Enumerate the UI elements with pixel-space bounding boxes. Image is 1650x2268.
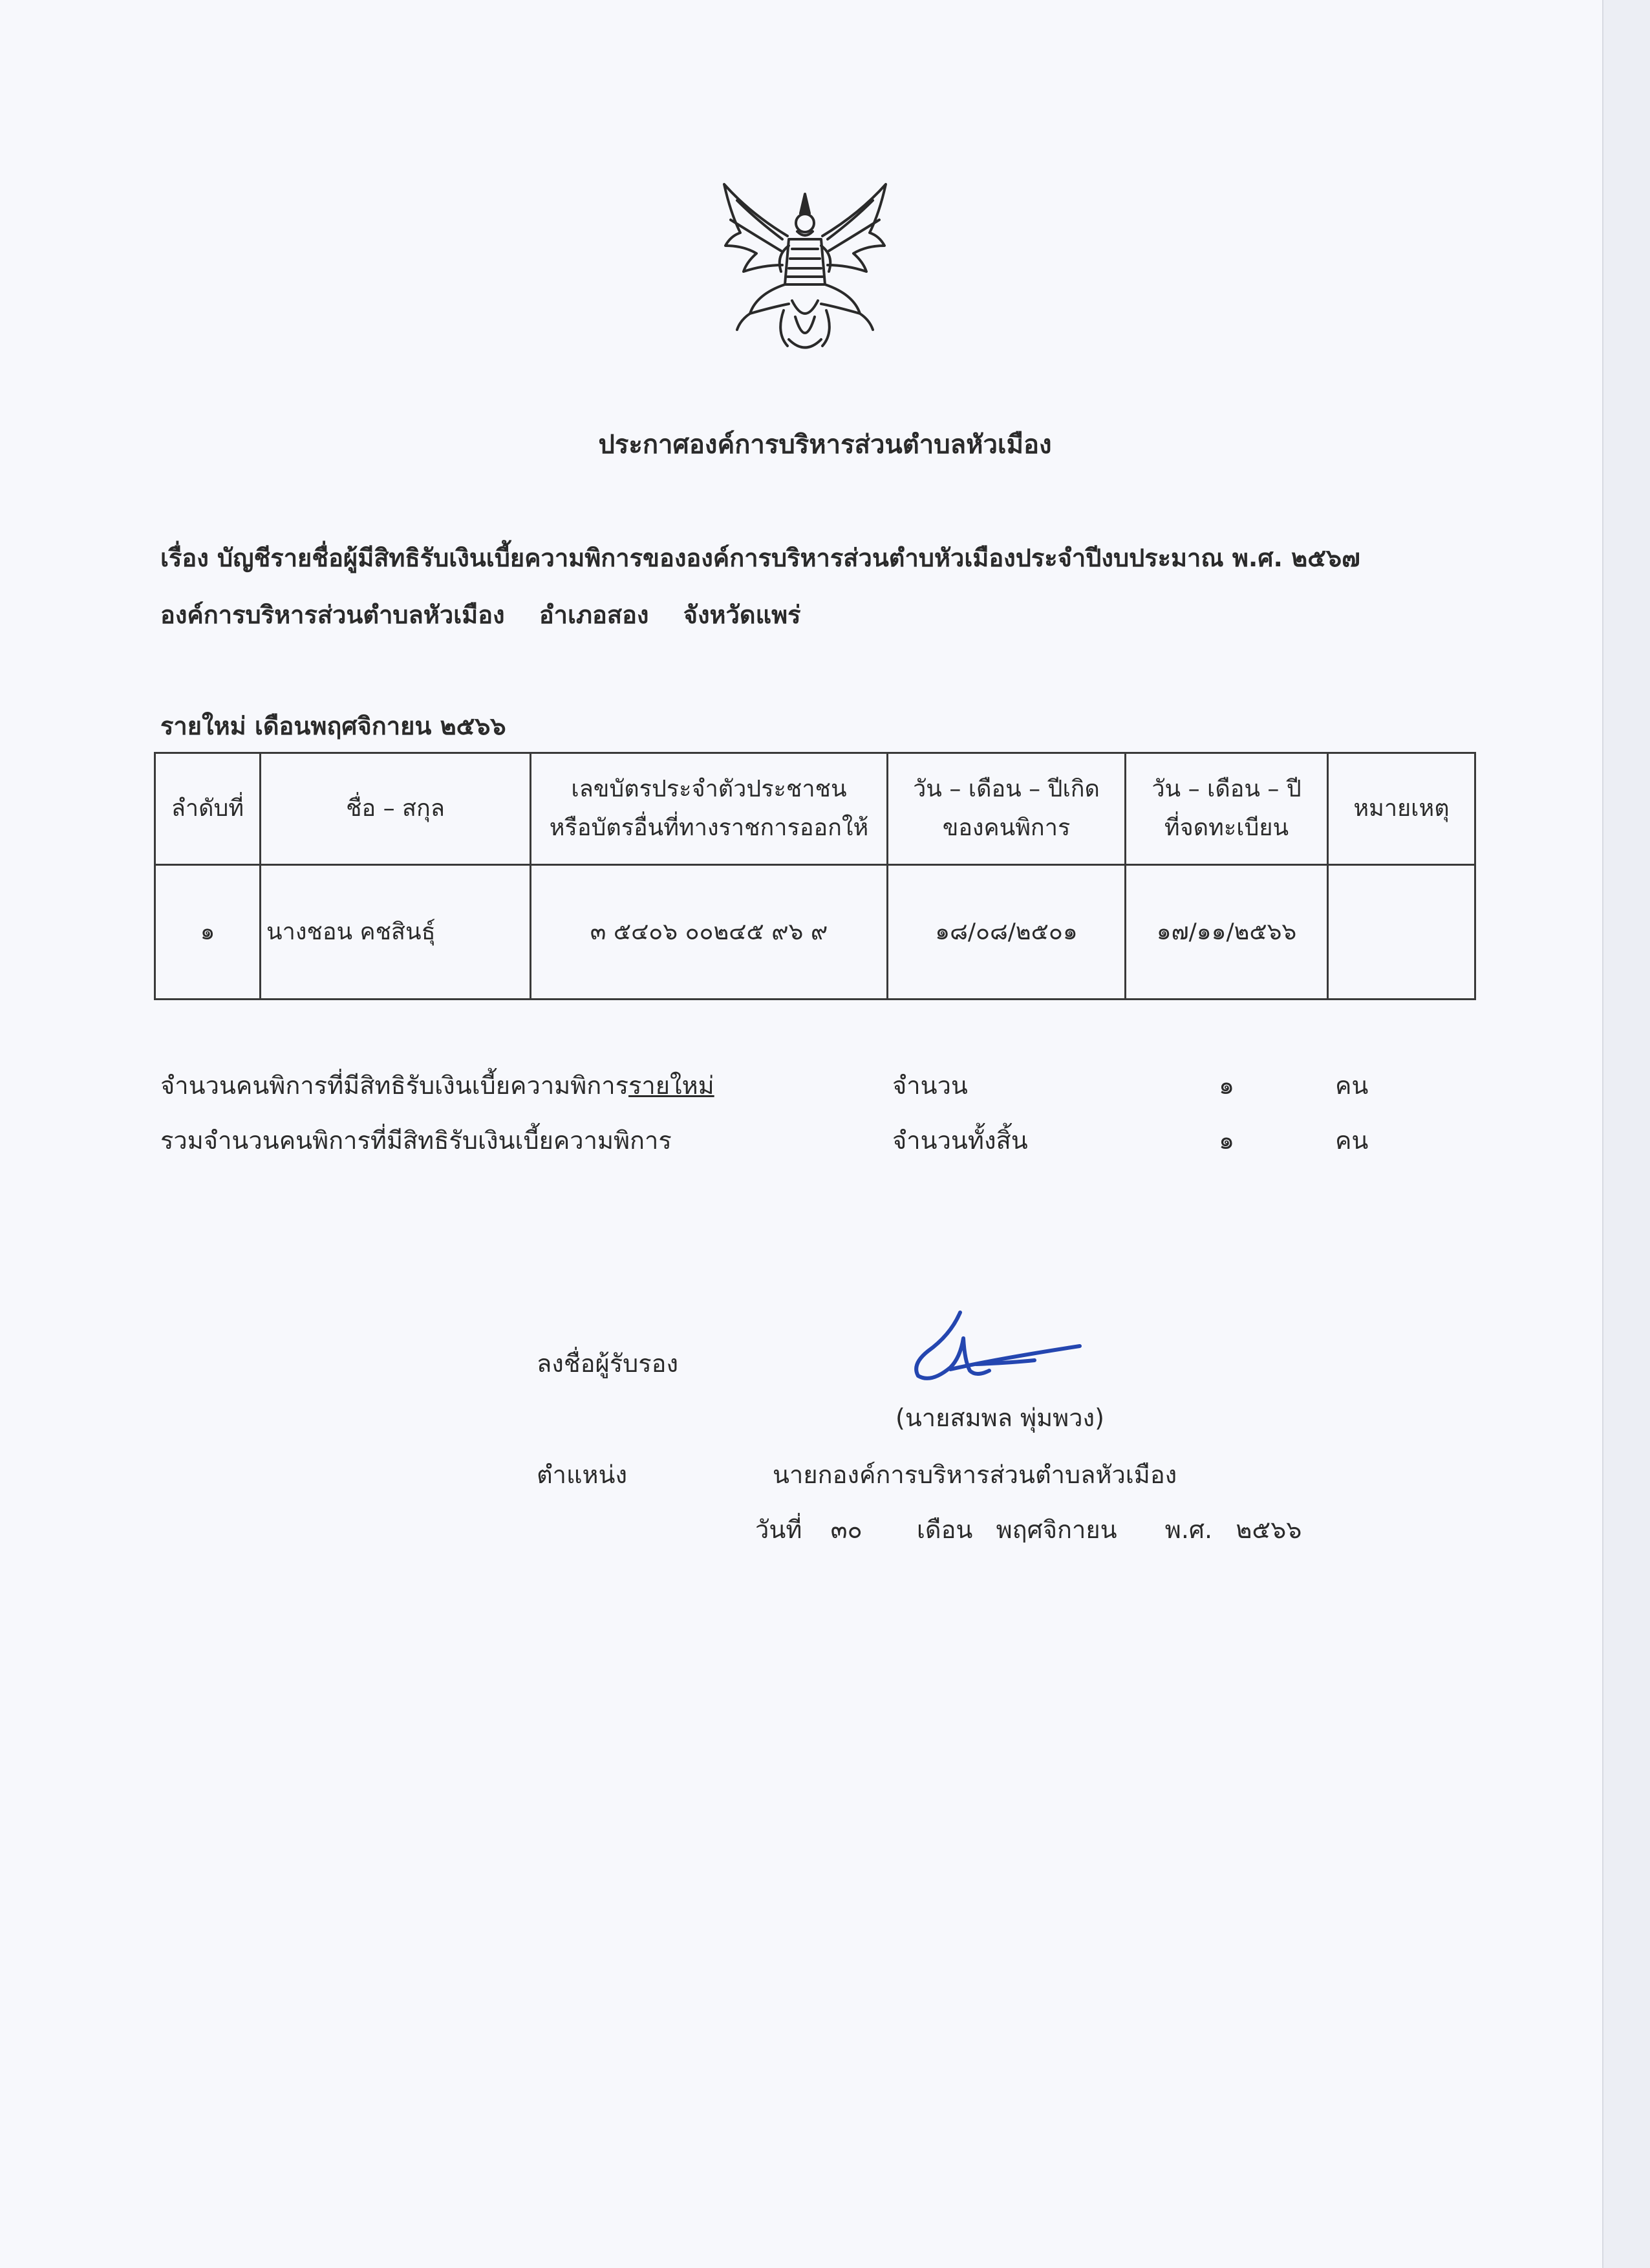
district: อำเภอสอง xyxy=(539,601,649,629)
page-edge xyxy=(1602,0,1650,2268)
cell-name: นางชอน คชสินธุ์ xyxy=(261,865,531,1000)
cell-id-number: ๓ ๕๔๐๖ ๐๐๒๔๕ ๙๖ ๙ xyxy=(531,865,888,1000)
summary-new-label: จำนวนคนพิการที่มีสิทธิรับเงินเบี้ยความพิการรายใหม่ xyxy=(160,1071,714,1100)
cell-no: ๑ xyxy=(155,865,261,1000)
summary-total-count-label: จำนวนทั้งสิ้น xyxy=(892,1126,1028,1155)
date-year-label: พ.ศ. xyxy=(1164,1515,1213,1544)
table-header-row xyxy=(155,753,1475,865)
position-label: ตำแหน่ง xyxy=(537,1460,628,1489)
summary-new-unit: คน xyxy=(1335,1071,1369,1100)
cell-remark xyxy=(1328,865,1475,1000)
col-header-remark: หมายเหตุ xyxy=(1328,753,1475,865)
signature-date xyxy=(755,1510,1302,1549)
summary-new-count: ๑ xyxy=(1219,1071,1235,1100)
document-title: ประกาศองค์การบริหารส่วนตำบลหัวเมือง xyxy=(598,430,1052,460)
sign-label: ลงชื่อผู้รับรอง xyxy=(537,1349,679,1378)
date-year: ๒๕๖๖ xyxy=(1236,1515,1302,1544)
organization-line xyxy=(160,595,827,634)
position-value: นายกองค์การบริหารส่วนตำบลหัวเมือง xyxy=(773,1460,1177,1489)
summary-new-emphasis: รายใหม่ xyxy=(628,1071,714,1100)
date-month-label: เดือน xyxy=(916,1515,973,1544)
signer-name: (นายสมพล พุ่มพวง) xyxy=(895,1404,1104,1432)
col-header-no: ลำดับที่ xyxy=(155,753,261,865)
date-month: พฤศจิกายน xyxy=(996,1515,1117,1544)
garuda-emblem-icon xyxy=(711,175,899,362)
cell-register-date: ๑๗/๑๑/๒๕๖๖ xyxy=(1126,865,1328,1000)
summary-total-count: ๑ xyxy=(1219,1126,1235,1155)
date-day: ๓๐ xyxy=(830,1515,862,1544)
document-subject: เรื่อง บัญชีรายชื่อผู้มีสิทธิรับเงินเบี้ยความพิการขององค์การบริหารส่วนตำบหัวเมืองประจำปีงบประมาณ พ.ศ. ๒๕๖๗ xyxy=(160,544,1360,572)
table-row xyxy=(155,865,1475,1000)
col-header-birth-date: วัน – เดือน – ปีเกิด ของคนพิการ xyxy=(888,753,1126,865)
org-name: องค์การบริหารส่วนตำบลหัวเมือง xyxy=(160,601,505,629)
beneficiary-table xyxy=(154,752,1476,1000)
summary-total-label: รวมจำนวนคนพิการที่มีสิทธิรับเงินเบี้ยความพิการ xyxy=(160,1126,672,1155)
section-title: รายใหม่ เดือนพฤศจิกายน ๒๕๖๖ xyxy=(160,712,506,740)
col-header-name: ชื่อ – สกุล xyxy=(261,753,531,865)
cell-birth-date: ๑๘/๐๘/๒๕๐๑ xyxy=(888,865,1126,1000)
date-day-label: วันที่ xyxy=(755,1515,802,1544)
col-header-register-date: วัน – เดือน – ปี ที่จดทะเบียน xyxy=(1126,753,1328,865)
summary-total-unit: คน xyxy=(1335,1126,1369,1155)
summary-new-count-label: จำนวน xyxy=(892,1071,968,1100)
province: จังหวัดแพร่ xyxy=(683,601,801,629)
handwritten-signature xyxy=(899,1300,1093,1396)
col-header-id-number: เลขบัตรประจำตัวประชาชน หรือบัตรอื่นที่ทางราชการออกให้ xyxy=(531,753,888,865)
